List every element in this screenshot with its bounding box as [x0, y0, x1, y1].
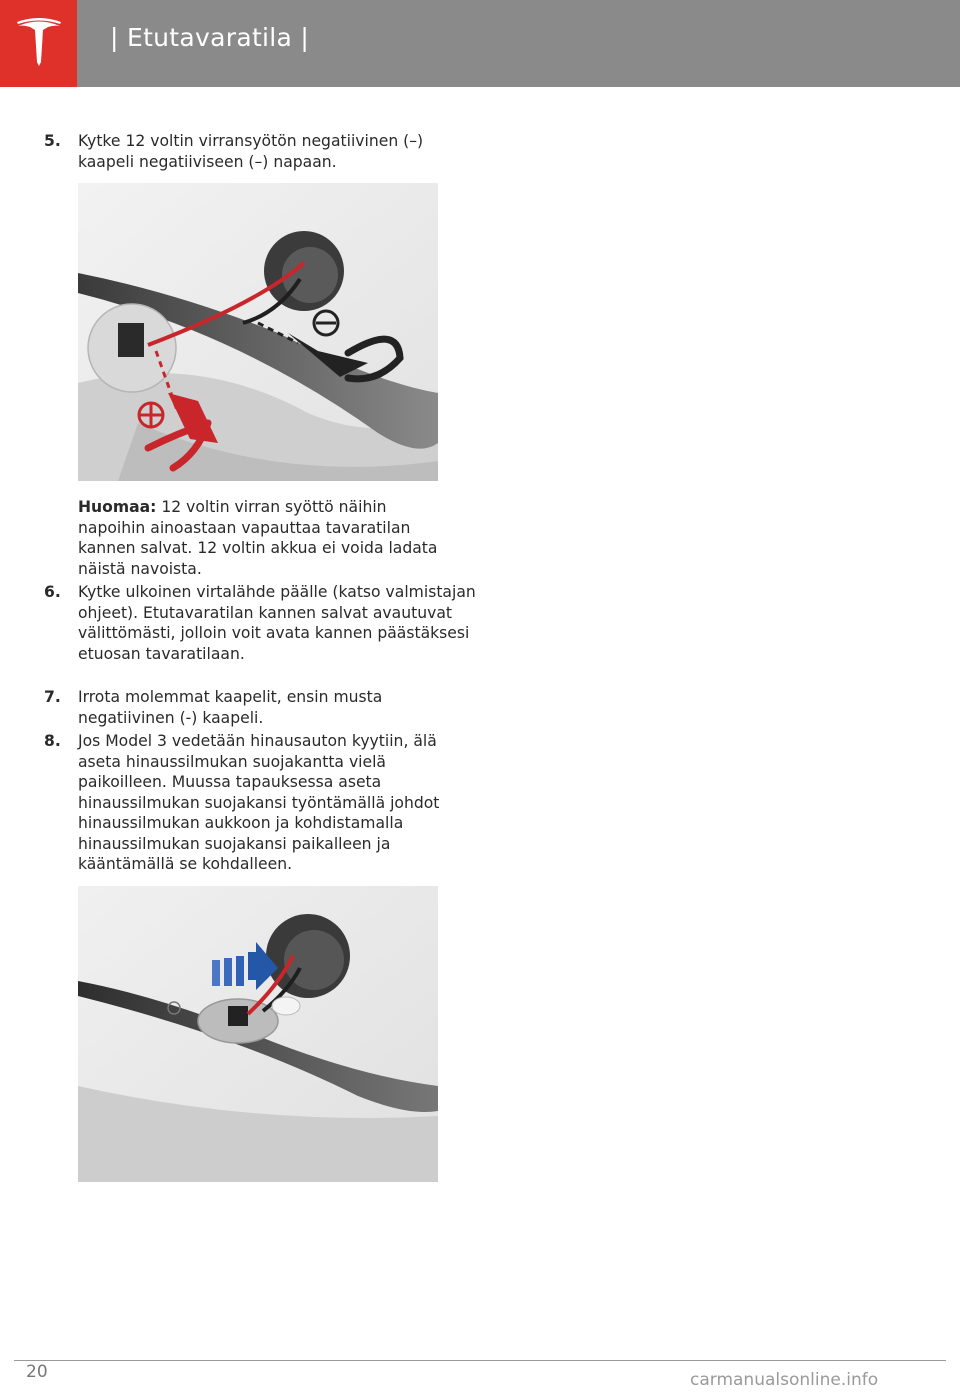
- watermark: carmanualsonline.info: [690, 1370, 879, 1390]
- step-text: Jos Model 3 vedetään hinausauton kyytiin, älä aseta hinaussilmukan suojakantta vielä paikoilleen. Muussa tapauksessa aseta hinaussilmukan suojakansi työntämällä johdot hinaussilmukan aukkoon ja kohdistamalla hinaussilmukan suojakansi paikalleen ja kääntämällä se kohdalleen.: [78, 732, 440, 873]
- footer-divider: [14, 1360, 946, 1361]
- figure-jump-cables: [78, 183, 438, 481]
- note-label: Huomaa:: [78, 498, 157, 516]
- brand-logo-box: [0, 0, 77, 87]
- step-text: Kytke 12 voltin virransyötön negatiivinen (–) kaapeli negatiiviseen (–) napaan.: [78, 132, 424, 171]
- step-7: [44, 687, 478, 728]
- step-6: [44, 582, 478, 664]
- note: [78, 497, 448, 579]
- step-5: [44, 131, 478, 172]
- tesla-logo-icon: [14, 18, 64, 68]
- section-title: | Etutavaratila |: [110, 23, 310, 52]
- figure-tow-cover: [78, 886, 438, 1182]
- page-number: 20: [26, 1362, 48, 1382]
- step-8: [44, 731, 478, 875]
- step-number: 6.: [44, 583, 61, 601]
- plus-symbol-icon: [139, 403, 163, 427]
- step-number: 8.: [44, 732, 61, 750]
- step-text: Kytke ulkoinen virtalähde päälle (katso valmistajan ohjeet). Etutavaratilan kannen salvat avautuvat välittömästi, jolloin voit avata kannen päästäksesi etuosan tavaratilaan.: [78, 583, 476, 663]
- step-number: 5.: [44, 132, 61, 150]
- step-text: Irrota molemmat kaapelit, ensin musta negatiivinen (-) kaapeli.: [78, 688, 383, 727]
- note-text: 12 voltin virran syöttö näihin napoihin ainoastaan vapauttaa tavaratilan kannen salvat. 12 voltin akkua ei voida ladata näistä navoista.: [78, 498, 438, 578]
- step-number: 7.: [44, 688, 61, 706]
